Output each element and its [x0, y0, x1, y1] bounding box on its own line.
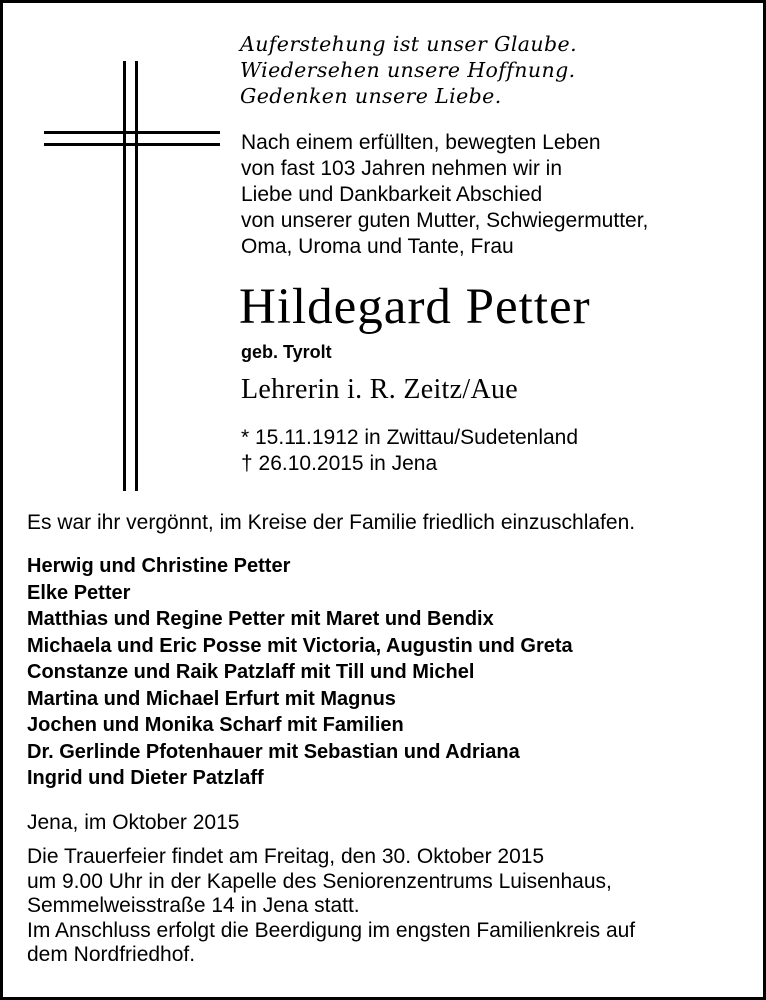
place-and-date: Jena, im Oktober 2015: [27, 811, 240, 834]
mourner: Dr. Gerlinde Pfotenhauer mit Sebastian und Adriana: [27, 740, 520, 763]
motto: [240, 31, 577, 109]
life-dates: [241, 425, 578, 477]
intro-line: von unserer guten Mutter, Schwiegermutter,: [241, 209, 649, 232]
closing-sentence: Es war ihr vergönnt, im Kreise der Familie friedlich einzuschlafen.: [27, 511, 636, 534]
mourner: Herwig und Christine Petter: [27, 555, 291, 577]
mourners-list: [27, 553, 573, 792]
intro-line: von fast 103 Jahren nehmen wir in: [241, 157, 563, 180]
mourner: Michaela und Eric Posse mit Victoria, Augustin und Greta: [27, 634, 573, 657]
intro-text: [241, 130, 648, 260]
intro-line: Liebe und Dankbarkeit Abschied: [241, 183, 543, 206]
birth-date: * 15.11.1912 in Zwittau/Sudetenland: [241, 426, 579, 449]
profession: Lehrerin i. R. Zeitz/Aue: [241, 374, 518, 405]
deceased-name: Hildegard Petter: [239, 279, 591, 335]
motto-line: Gedenken unsere Liebe.: [240, 84, 502, 108]
death-date: † 26.10.2015 in Jena: [241, 452, 438, 475]
funeral-line: dem Nordfriedhof.: [27, 943, 196, 966]
mourner: Constanze und Raik Patzlaff mit Till und Michel: [27, 661, 475, 683]
mourner: Ingrid und Dieter Patzlaff: [27, 767, 264, 789]
intro-line: Nach einem erfüllten, bewegten Leben: [241, 131, 601, 154]
cross-center: [126, 134, 135, 143]
mourner: Martina und Michael Erfurt mit Magnus: [27, 687, 396, 710]
intro-line: Oma, Uroma und Tante, Frau: [241, 235, 514, 258]
motto-line: Wiedersehen unsere Hoffnung.: [240, 58, 576, 82]
mourner: Matthias und Regine Petter mit Maret und Bendix: [27, 608, 494, 630]
cross-vertical-beam: [123, 61, 138, 491]
motto-line: Auferstehung ist unser Glaube.: [240, 32, 577, 56]
funeral-details: [27, 845, 635, 968]
mourner: Elke Petter: [27, 581, 131, 604]
funeral-line: Im Anschluss erfolgt die Beerdigung im engsten Familienkreis auf: [27, 918, 636, 942]
maiden-name: geb. Tyrolt: [241, 342, 332, 362]
funeral-line: um 9.00 Uhr in der Kapelle des Seniorenzentrums Luisenhaus,: [27, 869, 612, 893]
funeral-line: Die Trauerfeier findet am Freitag, den 30. Oktober 2015: [27, 845, 545, 868]
mourner: Jochen und Monika Scharf mit Familien: [27, 714, 404, 736]
funeral-line: Semmelweisstraße 14 in Jena statt.: [27, 894, 360, 917]
